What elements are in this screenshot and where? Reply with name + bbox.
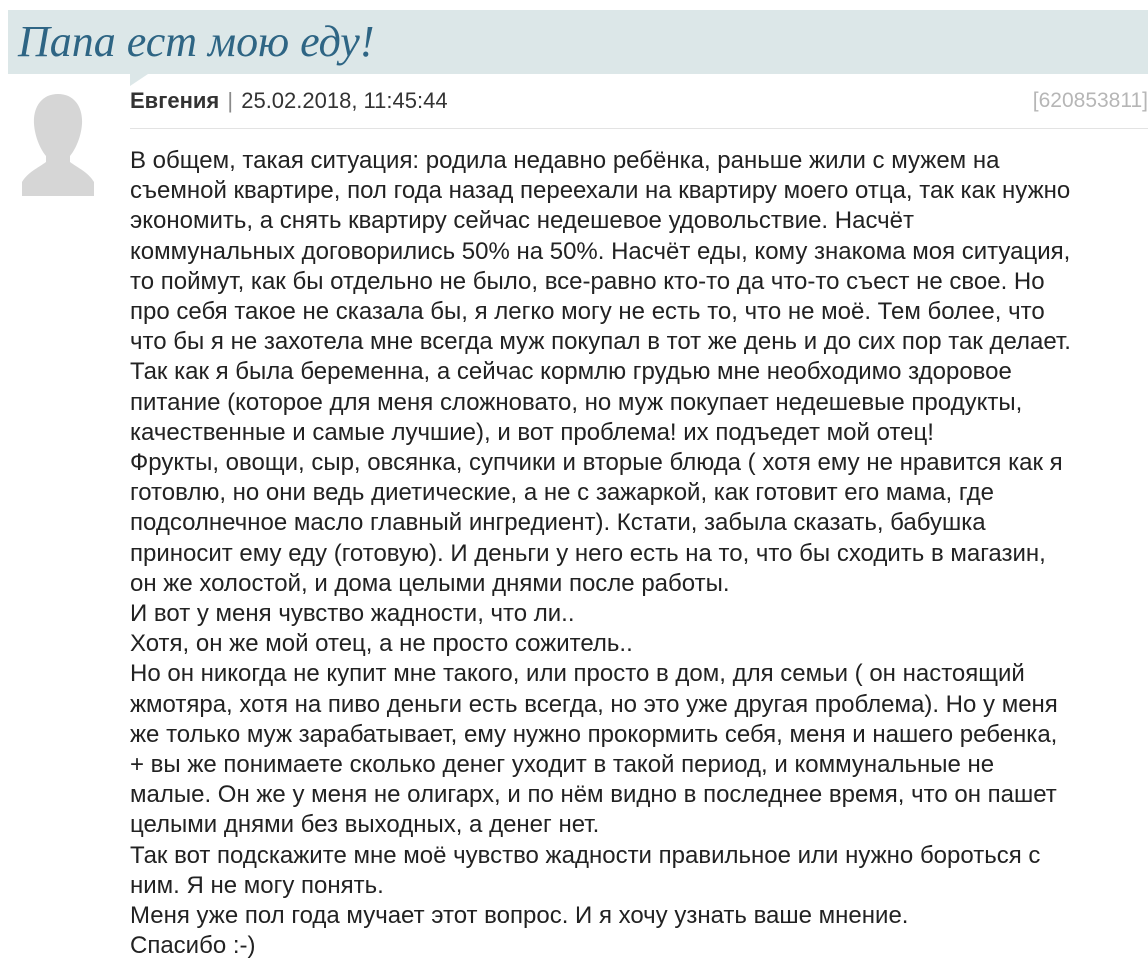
post-text-line: Хотя, он же мой отец, а не просто сожитель.. <box>130 630 633 658</box>
post-text-line: подсолнечное масло главный ингредиент). Кстати, забыла сказать, бабушка <box>130 509 986 537</box>
post-text-line: Спасибо :-) <box>130 932 256 960</box>
post-date: 25.02.2018, 11:45:44 <box>241 88 448 113</box>
post-text-line: приносит ему еду (готовую). И деньги у него есть на то, что бы сходить в магазин, <box>130 539 1046 567</box>
post-text-line: жмотяра, хотя на пиво деньги есть всегда, но это уже другая проблема). Но у меня <box>130 690 1058 718</box>
post-text-line: экономить, а снять квартиру сейчас недешевое удовольствие. Насчёт <box>130 207 915 235</box>
header-divider <box>130 128 1148 129</box>
post-text-line: Меня уже пол года мучает этот вопрос. И я хочу узнать ваше мнение. <box>130 902 909 930</box>
post-text-line: же только муж зарабатывает, ему нужно прокормить себя, меня и нашего ребенка, <box>130 720 1058 748</box>
post-text-line: В общем, такая ситуация: родила недавно ребёнка, раньше жили с мужем на <box>130 147 1000 174</box>
post-text-line: Так как я была беременна, а сейчас кормлю грудью мне необходимо здоровое <box>130 358 1012 386</box>
post-id[interactable]: [620853811] <box>1032 89 1148 112</box>
post-text-line: что бы я не захотела мне всегда муж покупал в тот же день и до сих пор так делает. <box>130 328 1071 356</box>
post-text-line: то поймут, как бы отдельно не было, все-равно кто-то да что-то съест не свое. Но <box>130 267 1045 295</box>
post-text-line: про себя такое не сказала бы, я легко могу не есть то, что не моё. Тем более, что <box>130 298 1045 326</box>
post-text-line: он же холостой, и дома целыми днями после работы. <box>130 569 730 597</box>
post-text-line: целыми днями без выходных, а денег нет. <box>130 811 600 839</box>
header-separator: | <box>227 88 234 113</box>
post-text-line: Фрукты, овощи, сыр, овсянка, супчики и вторые блюда ( хотя ему не нравится как я <box>130 449 1063 477</box>
avatar-graphic <box>8 88 108 198</box>
post-author[interactable]: Евгения <box>130 88 220 113</box>
post-text-line: питание (которое для меня сложновато, но муж покупает недешевые продукты, <box>130 388 1023 416</box>
post-text-line: коммунальных договорились 50% на 50%. Насчёт еды, кому знакома моя ситуация, <box>130 237 1071 265</box>
post-header <box>130 86 1148 116</box>
post-text-line: + вы же понимаете сколько денег уходит в такой период, и коммунальные не <box>130 751 995 779</box>
post-text-line: готовлю, но они ведь диетические, а не с зажаркой, как готовит его мама, где <box>130 479 994 507</box>
post-text-line: качественные и самые лучшие), и вот проблема! их подъедет мой отец! <box>130 418 934 446</box>
post-text-line: ним. Я не могу понять. <box>130 871 384 899</box>
user-silhouette-icon[interactable] <box>8 88 108 198</box>
post-text-line: Так вот подскажите мне моё чувство жадности правильное или нужно бороться с <box>130 841 1041 869</box>
post-text-line: И вот у меня чувство жадности, что ли.. <box>130 600 575 628</box>
post-text-line: малые. Он же у меня не олигарх, и по нём видно в последнее время, что он пашет <box>130 781 1057 809</box>
topic-title: Папа ест мою еду! <box>18 17 375 66</box>
post-text-line: Но он никогда не купит мне такого, или просто в дом, для семьи ( он настоящий <box>130 660 1025 688</box>
post-text-line: съемной квартире, пол года назад переехали на квартиру моего отца, так как нужно <box>130 177 1071 205</box>
topic-title-bar <box>8 10 1148 74</box>
title-pointer <box>130 74 148 86</box>
post-body <box>130 146 1148 961</box>
